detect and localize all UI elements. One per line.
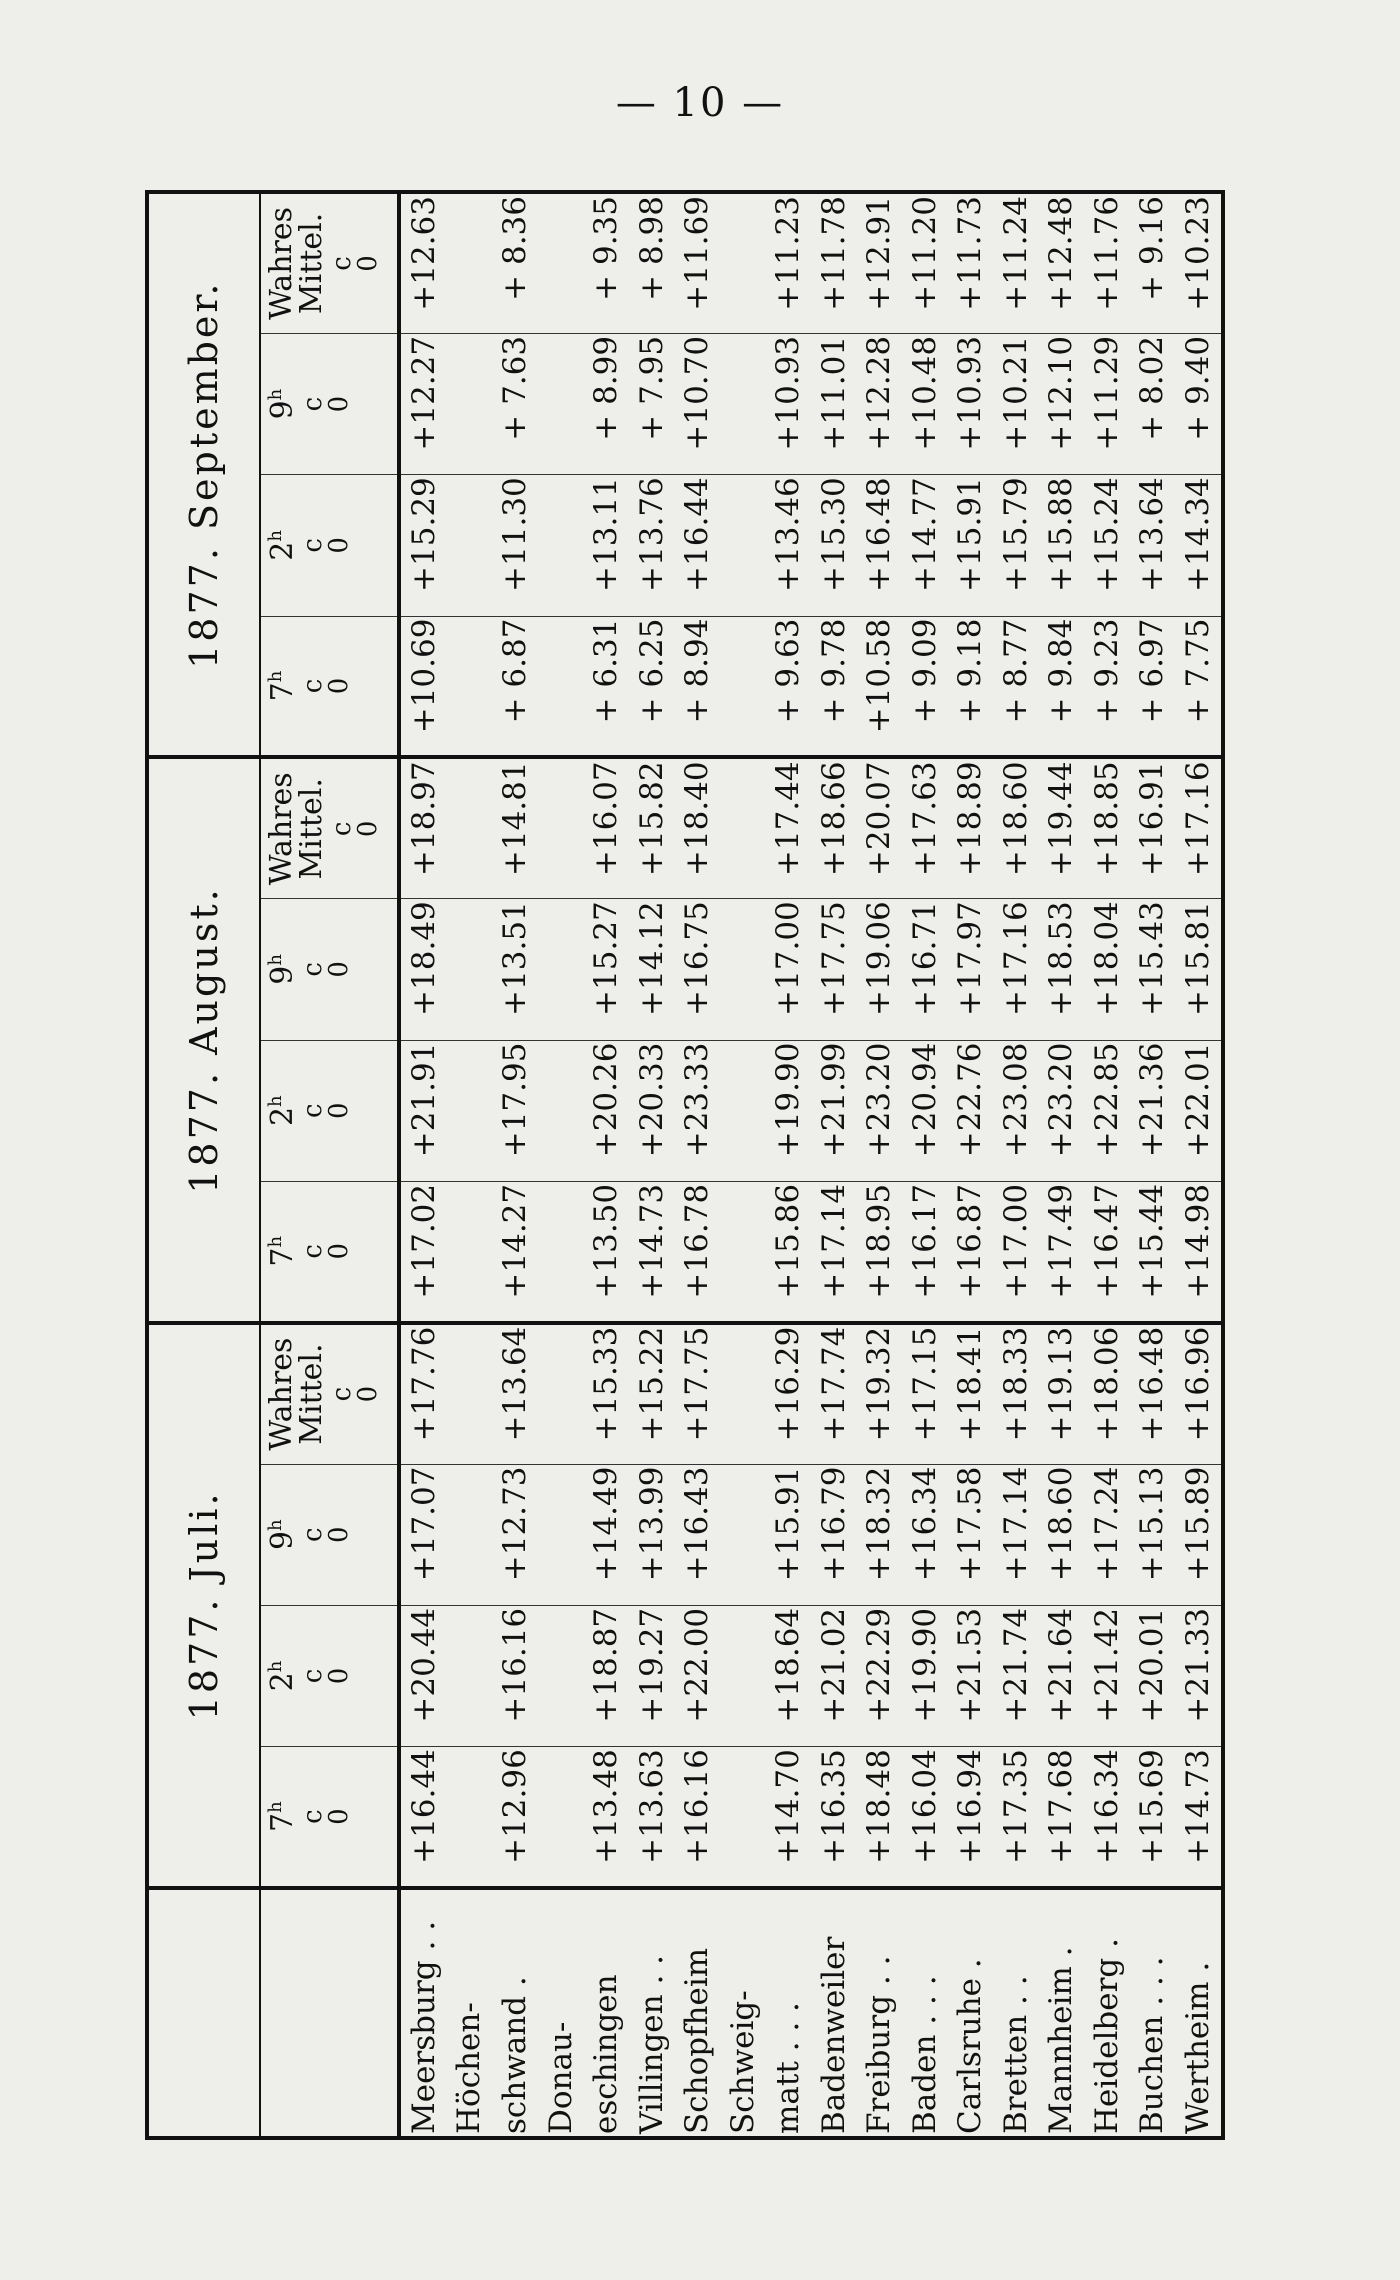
temperature-cell: +16.47 <box>1084 1181 1130 1322</box>
temperature-cell: + 9.18 <box>948 616 994 757</box>
temperature-cell: +20.33 <box>629 1040 675 1181</box>
temperature-cell: + 8.94 <box>674 616 720 757</box>
temperature-cell: +14.73 <box>1175 1747 1223 1888</box>
col-header-jul-h7 <box>260 1747 399 1888</box>
rotated-table-container <box>145 190 1225 2140</box>
temperature-cell: +12.28 <box>856 333 902 474</box>
temperature-cell: +19.27 <box>629 1605 675 1746</box>
corner-cell <box>147 1888 260 2138</box>
temperature-cell: +14.70 <box>765 1747 811 1888</box>
temperature-cell: +19.06 <box>856 899 902 1040</box>
temperature-cell: +11.73 <box>948 192 994 333</box>
temperature-cell <box>720 1464 766 1605</box>
station-name: Schweig- <box>720 1888 766 2138</box>
temperature-cell: +13.48 <box>583 1747 629 1888</box>
temperature-cell: +15.82 <box>629 757 675 898</box>
temperature-cell: +15.91 <box>948 475 994 616</box>
temperature-cell: +23.20 <box>856 1040 902 1181</box>
temperature-cell: +15.44 <box>1130 1181 1176 1322</box>
temperature-cell <box>447 1747 493 1888</box>
temperature-cell: +16.78 <box>674 1181 720 1322</box>
col-header-label: 7$^h$ <box>265 1801 300 1832</box>
temperature-cell: +10.93 <box>765 333 811 474</box>
temperature-cell: +16.48 <box>856 475 902 616</box>
temperature-cell: +13.63 <box>629 1747 675 1888</box>
station-name: Carlsruhe . <box>948 1888 994 2138</box>
temperature-cell <box>720 616 766 757</box>
temperature-cell: +10.23 <box>1175 192 1223 333</box>
station-name: Meersburg . . <box>399 1888 447 2138</box>
col-header-aug-h9 <box>260 899 399 1040</box>
temperature-cell: +16.04 <box>902 1747 948 1888</box>
temperature-cell <box>538 616 584 757</box>
temperature-cell: +18.41 <box>948 1323 994 1464</box>
temperature-cell: +12.27 <box>399 333 447 474</box>
temperature-cell: +11.29 <box>1084 333 1130 474</box>
temperature-table <box>145 190 1225 2140</box>
temperature-cell: +10.48 <box>902 333 948 474</box>
col-header-label: 2$^h$ <box>265 1095 300 1127</box>
temperature-cell: +16.44 <box>399 1747 447 1888</box>
unit-label: c 0 <box>327 1385 383 1403</box>
table-row <box>720 192 766 2138</box>
temperature-cell: + 9.35 <box>583 192 629 333</box>
temperature-cell: + 6.31 <box>583 616 629 757</box>
col-header-aug-mean <box>260 757 399 898</box>
table-row <box>765 192 811 2138</box>
temperature-cell: +21.36 <box>1130 1040 1176 1181</box>
temperature-cell: +23.33 <box>674 1040 720 1181</box>
table-row <box>1175 192 1223 2138</box>
temperature-cell: + 7.75 <box>1175 616 1223 757</box>
col-header-label: Wahres Mittel. <box>264 206 329 320</box>
temperature-cell: +17.07 <box>399 1464 447 1605</box>
station-name: Wertheim . <box>1175 1888 1223 2138</box>
temperature-cell: +16.07 <box>583 757 629 898</box>
col-header-sep-h2 <box>260 475 399 616</box>
table-row <box>538 192 584 2138</box>
table-row <box>1039 192 1085 2138</box>
temperature-cell: +15.22 <box>629 1323 675 1464</box>
temperature-cell: +11.24 <box>993 192 1039 333</box>
temperature-cell <box>720 333 766 474</box>
temperature-cell: +18.40 <box>674 757 720 898</box>
temperature-cell: +20.07 <box>856 757 902 898</box>
temperature-cell: + 9.84 <box>1039 616 1085 757</box>
table-row <box>1130 192 1176 2138</box>
temperature-cell: +17.44 <box>765 757 811 898</box>
temperature-cell: + 9.23 <box>1084 616 1130 757</box>
temperature-cell: +21.91 <box>399 1040 447 1181</box>
temperature-cell: +18.66 <box>811 757 857 898</box>
temperature-cell: +12.63 <box>399 192 447 333</box>
col-header-jul-h9 <box>260 1464 399 1605</box>
temperature-cell: + 8.36 <box>492 192 538 333</box>
temperature-cell: +19.90 <box>765 1040 811 1181</box>
temperature-cell: +17.00 <box>765 899 811 1040</box>
temperature-cell: +10.69 <box>399 616 447 757</box>
corner-cell-2 <box>260 1888 399 2138</box>
temperature-cell: +22.01 <box>1175 1040 1223 1181</box>
temperature-cell: +18.06 <box>1084 1323 1130 1464</box>
temperature-cell: +15.69 <box>1130 1747 1176 1888</box>
temperature-cell: +17.15 <box>902 1323 948 1464</box>
temperature-cell: +15.86 <box>765 1181 811 1322</box>
station-name: eschingen <box>583 1888 629 2138</box>
temperature-cell: +13.46 <box>765 475 811 616</box>
temperature-cell: +16.29 <box>765 1323 811 1464</box>
temperature-cell: +21.02 <box>811 1605 857 1746</box>
station-name: Donau- <box>538 1888 584 2138</box>
temperature-cell <box>538 333 584 474</box>
temperature-cell <box>447 475 493 616</box>
temperature-cell: + 8.99 <box>583 333 629 474</box>
temperature-cell: +16.34 <box>1084 1747 1130 1888</box>
temperature-cell: +13.50 <box>583 1181 629 1322</box>
temperature-cell: +12.96 <box>492 1747 538 1888</box>
temperature-cell: + 9.40 <box>1175 333 1223 474</box>
temperature-cell: +21.42 <box>1084 1605 1130 1746</box>
temperature-cell: +15.81 <box>1175 899 1223 1040</box>
temperature-cell: + 8.77 <box>993 616 1039 757</box>
temperature-cell: +16.91 <box>1130 757 1176 898</box>
temperature-cell: +17.24 <box>1084 1464 1130 1605</box>
temperature-cell <box>538 475 584 616</box>
station-name: Villingen . . <box>629 1888 675 2138</box>
temperature-cell: +21.33 <box>1175 1605 1223 1746</box>
temperature-cell <box>447 192 493 333</box>
temperature-cell: +12.73 <box>492 1464 538 1605</box>
temperature-cell: +11.20 <box>902 192 948 333</box>
temperature-cell: +19.90 <box>902 1605 948 1746</box>
temperature-cell <box>538 899 584 1040</box>
temperature-cell: +18.33 <box>993 1323 1039 1464</box>
temperature-cell: +16.34 <box>902 1464 948 1605</box>
temperature-cell: +21.74 <box>993 1605 1039 1746</box>
temperature-cell <box>538 1464 584 1605</box>
table-row <box>674 192 720 2138</box>
col-header-label: Wahres Mittel. <box>264 1337 329 1451</box>
col-header-sep-mean <box>260 192 399 333</box>
col-header-label: 2$^h$ <box>265 1660 300 1692</box>
col-header-label: Wahres Mittel. <box>264 772 329 886</box>
col-header-label: 9$^h$ <box>265 1519 300 1551</box>
temperature-cell <box>720 192 766 333</box>
temperature-cell <box>447 1605 493 1746</box>
station-name: Badenweiler <box>811 1888 857 2138</box>
temperature-cell: +14.77 <box>902 475 948 616</box>
table-row <box>399 192 447 2138</box>
temperature-cell <box>538 192 584 333</box>
table-row <box>902 192 948 2138</box>
temperature-cell: +17.02 <box>399 1181 447 1322</box>
temperature-cell <box>720 899 766 1040</box>
temperature-cell: +22.00 <box>674 1605 720 1746</box>
temperature-cell <box>447 616 493 757</box>
temperature-cell <box>538 1181 584 1322</box>
temperature-cell: + 7.63 <box>492 333 538 474</box>
temperature-cell: +18.97 <box>399 757 447 898</box>
temperature-cell: +11.69 <box>674 192 720 333</box>
col-header-aug-h2 <box>260 1040 399 1181</box>
temperature-cell: +14.49 <box>583 1464 629 1605</box>
page-number: — 10 — <box>615 80 785 126</box>
unit-label: c 0 <box>298 1808 354 1825</box>
temperature-cell: +21.64 <box>1039 1605 1085 1746</box>
temperature-cell: +20.01 <box>1130 1605 1176 1746</box>
temperature-cell: +16.16 <box>492 1605 538 1746</box>
temperature-cell <box>447 1464 493 1605</box>
temperature-cell: +15.79 <box>993 475 1039 616</box>
temperature-cell: + 9.63 <box>765 616 811 757</box>
table-row <box>993 192 1039 2138</box>
temperature-cell <box>720 475 766 616</box>
temperature-cell: +20.44 <box>399 1605 447 1746</box>
temperature-cell: +14.81 <box>492 757 538 898</box>
col-header-jul-h2 <box>260 1605 399 1746</box>
unit-label: c 0 <box>298 1667 354 1685</box>
temperature-cell: +17.49 <box>1039 1181 1085 1322</box>
temperature-cell: + 9.09 <box>902 616 948 757</box>
temperature-cell: +14.12 <box>629 899 675 1040</box>
station-name: Baden . . . <box>902 1888 948 2138</box>
temperature-cell: +13.99 <box>629 1464 675 1605</box>
station-name: Bretten . . <box>993 1888 1039 2138</box>
temperature-cell: +15.24 <box>1084 475 1130 616</box>
temperature-cell: +18.85 <box>1084 757 1130 898</box>
column-header-row <box>260 192 399 2138</box>
table-row <box>1084 192 1130 2138</box>
temperature-cell: +16.87 <box>948 1181 994 1322</box>
unit-label: c 0 <box>298 1243 354 1260</box>
unit-label: c 0 <box>327 255 383 272</box>
temperature-cell: +10.93 <box>948 333 994 474</box>
temperature-cell: +14.34 <box>1175 475 1223 616</box>
temperature-cell: +11.76 <box>1084 192 1130 333</box>
temperature-cell <box>447 1323 493 1464</box>
station-name: Mannheim . <box>1039 1888 1085 2138</box>
temperature-cell: + 7.95 <box>629 333 675 474</box>
temperature-cell: +11.30 <box>492 475 538 616</box>
temperature-cell <box>538 757 584 898</box>
temperature-cell: +21.53 <box>948 1605 994 1746</box>
col-header-label: 7$^h$ <box>265 1235 300 1267</box>
unit-label: c 0 <box>298 395 354 413</box>
temperature-cell: +18.64 <box>765 1605 811 1746</box>
temperature-cell: +18.49 <box>399 899 447 1040</box>
temperature-cell: +10.21 <box>993 333 1039 474</box>
col-header-jul-mean <box>260 1323 399 1464</box>
temperature-cell: +15.27 <box>583 899 629 1040</box>
temperature-cell: +16.96 <box>1175 1323 1223 1464</box>
temperature-cell: +12.48 <box>1039 192 1085 333</box>
temperature-cell <box>447 333 493 474</box>
temperature-cell: +18.60 <box>1039 1464 1085 1605</box>
temperature-cell: +13.64 <box>1130 475 1176 616</box>
temperature-cell: +13.51 <box>492 899 538 1040</box>
station-name: Freiburg . . <box>856 1888 902 2138</box>
temperature-cell: +19.44 <box>1039 757 1085 898</box>
temperature-cell: +17.58 <box>948 1464 994 1605</box>
temperature-cell: +17.95 <box>492 1040 538 1181</box>
table-row <box>948 192 994 2138</box>
col-header-sep-h7 <box>260 616 399 757</box>
station-name: Höchen- <box>447 1888 493 2138</box>
table-row <box>492 192 538 2138</box>
temperature-cell: +11.01 <box>811 333 857 474</box>
temperature-cell: +17.35 <box>993 1747 1039 1888</box>
unit-label: c 0 <box>298 1526 354 1543</box>
temperature-cell: +18.89 <box>948 757 994 898</box>
temperature-cell: +17.75 <box>674 1323 720 1464</box>
station-name: Heidelberg . <box>1084 1888 1130 2138</box>
temperature-cell <box>538 1747 584 1888</box>
temperature-cell <box>720 1040 766 1181</box>
unit-label: c 0 <box>298 537 354 554</box>
temperature-cell: +19.32 <box>856 1323 902 1464</box>
station-name: matt . . . <box>765 1888 811 2138</box>
temperature-cell: +20.94 <box>902 1040 948 1181</box>
temperature-cell: +17.16 <box>993 899 1039 1040</box>
temperature-cell: +16.75 <box>674 899 720 1040</box>
temperature-cell <box>720 1747 766 1888</box>
temperature-cell <box>720 1181 766 1322</box>
temperature-cell: +14.27 <box>492 1181 538 1322</box>
month-header-september: 1877. September. <box>147 192 260 757</box>
temperature-cell <box>447 1181 493 1322</box>
col-header-label: 7$^h$ <box>265 670 300 702</box>
temperature-cell: +15.29 <box>399 475 447 616</box>
temperature-cell <box>447 1040 493 1181</box>
table-row <box>583 192 629 2138</box>
temperature-cell: +22.29 <box>856 1605 902 1746</box>
temperature-cell: +23.20 <box>1039 1040 1085 1181</box>
temperature-cell: +20.26 <box>583 1040 629 1181</box>
unit-label: c 0 <box>298 677 354 695</box>
temperature-cell: +22.76 <box>948 1040 994 1181</box>
temperature-cell: + 6.25 <box>629 616 675 757</box>
col-header-aug-h7 <box>260 1181 399 1322</box>
station-name: Schopfheim <box>674 1888 720 2138</box>
temperature-cell: +22.85 <box>1084 1040 1130 1181</box>
temperature-cell: +18.87 <box>583 1605 629 1746</box>
temperature-cell <box>538 1323 584 1464</box>
unit-label: c 0 <box>298 1102 354 1119</box>
temperature-cell: +17.63 <box>902 757 948 898</box>
col-header-label: 9$^h$ <box>265 388 300 420</box>
temperature-cell: +16.44 <box>674 475 720 616</box>
temperature-cell: +18.53 <box>1039 899 1085 1040</box>
table-row <box>811 192 857 2138</box>
table-row <box>629 192 675 2138</box>
temperature-cell <box>720 1605 766 1746</box>
station-name: Buchen . . . <box>1130 1888 1176 2138</box>
temperature-cell: +14.73 <box>629 1181 675 1322</box>
temperature-cell: +18.04 <box>1084 899 1130 1040</box>
temperature-cell: +13.76 <box>629 475 675 616</box>
table-row <box>856 192 902 2138</box>
temperature-cell: +13.11 <box>583 475 629 616</box>
temperature-cell: +10.70 <box>674 333 720 474</box>
temperature-cell: + 6.97 <box>1130 616 1176 757</box>
temperature-cell: +14.98 <box>1175 1181 1223 1322</box>
temperature-cell: +15.89 <box>1175 1464 1223 1605</box>
temperature-cell: + 9.78 <box>811 616 857 757</box>
temperature-cell: +17.14 <box>811 1181 857 1322</box>
temperature-cell <box>720 1323 766 1464</box>
col-header-label: 2$^h$ <box>265 530 300 561</box>
temperature-cell: +15.30 <box>811 475 857 616</box>
temperature-cell: +10.58 <box>856 616 902 757</box>
table-body <box>399 192 1223 2138</box>
temperature-cell <box>447 899 493 1040</box>
temperature-cell: + 9.16 <box>1130 192 1176 333</box>
temperature-cell: +17.00 <box>993 1181 1039 1322</box>
station-name: schwand . <box>492 1888 538 2138</box>
month-header-july: 1877. Juli. <box>147 1323 260 1888</box>
temperature-cell: +17.97 <box>948 899 994 1040</box>
temperature-cell <box>720 757 766 898</box>
temperature-cell: + 8.02 <box>1130 333 1176 474</box>
temperature-cell: +18.95 <box>856 1181 902 1322</box>
temperature-cell: +15.33 <box>583 1323 629 1464</box>
temperature-cell: +15.13 <box>1130 1464 1176 1605</box>
unit-label: c 0 <box>298 961 354 978</box>
temperature-cell: +16.16 <box>674 1747 720 1888</box>
temperature-cell: +16.43 <box>674 1464 720 1605</box>
temperature-cell: +13.64 <box>492 1323 538 1464</box>
temperature-cell: +17.74 <box>811 1323 857 1464</box>
temperature-cell: +12.10 <box>1039 333 1085 474</box>
col-header-label: 9$^h$ <box>265 954 300 985</box>
temperature-cell: +19.13 <box>1039 1323 1085 1464</box>
temperature-cell: +23.08 <box>993 1040 1039 1181</box>
temperature-cell: +16.17 <box>902 1181 948 1322</box>
temperature-cell: +17.76 <box>399 1323 447 1464</box>
temperature-cell: +17.68 <box>1039 1747 1085 1888</box>
temperature-cell: +11.23 <box>765 192 811 333</box>
temperature-cell: +16.48 <box>1130 1323 1176 1464</box>
table-row <box>447 192 493 2138</box>
temperature-cell: +21.99 <box>811 1040 857 1181</box>
temperature-cell: +17.75 <box>811 899 857 1040</box>
temperature-cell: +16.35 <box>811 1747 857 1888</box>
month-header-row <box>147 192 260 2138</box>
temperature-cell: +15.91 <box>765 1464 811 1605</box>
temperature-cell: +16.79 <box>811 1464 857 1605</box>
month-header-august: 1877. August. <box>147 757 260 1322</box>
temperature-cell: +12.91 <box>856 192 902 333</box>
temperature-cell: +15.43 <box>1130 899 1176 1040</box>
temperature-cell: +11.78 <box>811 192 857 333</box>
unit-label: c 0 <box>327 820 383 838</box>
temperature-cell: +16.71 <box>902 899 948 1040</box>
temperature-cell: +17.14 <box>993 1464 1039 1605</box>
temperature-cell: +15.88 <box>1039 475 1085 616</box>
temperature-cell: +18.32 <box>856 1464 902 1605</box>
temperature-cell: +18.48 <box>856 1747 902 1888</box>
temperature-cell <box>447 757 493 898</box>
temperature-cell: +17.16 <box>1175 757 1223 898</box>
temperature-cell <box>538 1040 584 1181</box>
temperature-cell: + 8.98 <box>629 192 675 333</box>
temperature-cell: + 6.87 <box>492 616 538 757</box>
col-header-sep-h9 <box>260 333 399 474</box>
temperature-cell <box>538 1605 584 1746</box>
temperature-cell: +16.94 <box>948 1747 994 1888</box>
temperature-cell: +18.60 <box>993 757 1039 898</box>
